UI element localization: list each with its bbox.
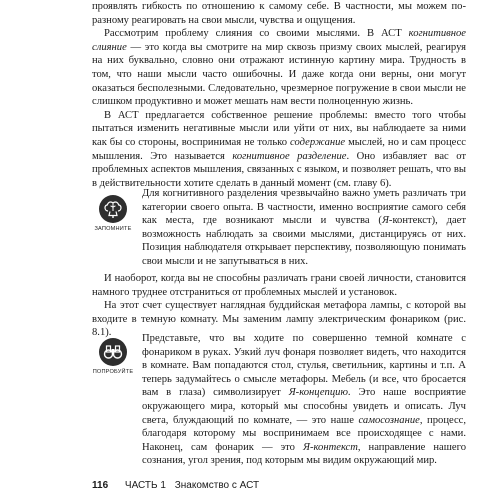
term-self-concept: Я-концепцию [288, 387, 348, 399]
term-cognitive-defusion: когнитивное разделение [232, 150, 347, 162]
term-self-as-context: Я-контекст [303, 441, 358, 453]
binoculars-icon [99, 338, 127, 366]
footer-title: Знакомство с АСТ [174, 480, 260, 491]
try-caption: ПОПРОБУЙТЕ [92, 369, 134, 375]
paragraph-lamp-metaphor: На этот счет существует наглядная буддийская метафора лампы, с которой вы входите в темную комнату. Мы заменим лампу электрическим фонариком (рис. 8.1). [92, 300, 466, 339]
text-run: Рассмотрим проблему слияния со своими мыслями. В АСТ [104, 28, 409, 40]
text-run: , процесс, благодаря которому мы воспринимаем все происходящее с нами. Наконец, сам фонарик — это [142, 414, 467, 453]
text-run: Представьте, что вы ходите по совершенно темной комнате с фонариком в руках. Узкий луч фонаря позволяет видеть, что находится в комнате. Вам попадаются стол, стулья, светильник, картины и т.п. А теперь задумайтесь о смысле метафоры. Мебель (и все, что бросается вам в глаза) символизирует [142, 333, 466, 399]
text-run: мыслей, но и сам процесс мышления. Это называется [92, 136, 466, 162]
text-run: — это когда вы смотрите на мир сквозь призму своих мыслей, реагируя на них буквально, словно они отражают истинную картину мира. Трудность в том, что наши мысли часто ошибочны. И даже когда они верны, они могут оказаться бесполезными. Следовательно, чрезмерное погружение в свои мысли не слишком продуктивно и может мешать нам вести полноценную жизнь. [92, 41, 466, 108]
term-cognitive-fusion: когнитивное слияние [92, 28, 466, 53]
text-run: -контекст), дает возможность наблюдать за своими мыслями, дистанцируясь от них. Позиция наблюдателя открывает перспективу, позволяющую понимать свои мысли и не запутываться в них. [142, 215, 466, 267]
text-run: . Оно избавляет вас от проблемных аспектов мышления, связанных с языком, и позволяет решать, что вы в действительности хотите сделать в данный момент (см. главу 6). [92, 150, 467, 189]
try-callout-icon [88, 338, 138, 375]
paragraph-conversely: И наоборот, когда вы не способны различать грани своей личности, становится намного труднее отстраниться от проблемных мыслей и установок. [92, 273, 466, 298]
text-run: . Это наше восприятие окружающего мира, который мы способны увидеть и описать. Луч света, блуждающий по комнате, — это наше [142, 387, 466, 426]
page-footer [92, 480, 259, 491]
page-number: 116 [92, 480, 109, 491]
paragraph-flashlight [142, 332, 466, 468]
paragraph-defusion [92, 109, 466, 191]
term-content: содержание [290, 136, 346, 148]
text-run: Для когнитивного разделения чрезвычайно важно уметь различать три категории своего опыта. В частности, именно восприятие самого себя как места, где возникают мысли и чувства ( [142, 188, 466, 227]
text-block-try [142, 332, 466, 468]
text-block-1 [92, 0, 466, 190]
remember-callout-icon [88, 195, 138, 232]
text-block-remember [142, 187, 466, 269]
text-run: , направление нашего сознания, угол зрения, под которым мы видим окружающий мир. [142, 441, 466, 467]
text-run: В АСТ предлагается собственное решение проблемы: вместо того чтобы пытаться изменить негативные мысли или уйти от них, вы наблюдаете за ними как бы со стороны, воспринимая не только [92, 109, 466, 148]
paragraph-remember [142, 187, 466, 269]
footer-part: ЧАСТЬ 1 [124, 480, 166, 491]
term-self-awareness: самосознание [358, 414, 420, 426]
remember-caption: ЗАПОМНИТЕ [94, 226, 132, 232]
text-run: проявлять гибкость по отношению к самому себе. В частности, мы можем по-разному реагировать на свои мысли, чувства и ощущения. [92, 1, 466, 26]
paragraph-fusion [92, 27, 466, 109]
text-block-3 [92, 272, 466, 340]
paragraph-continued [92, 0, 466, 27]
brain-icon [99, 195, 127, 223]
term-self: Я [381, 215, 389, 227]
